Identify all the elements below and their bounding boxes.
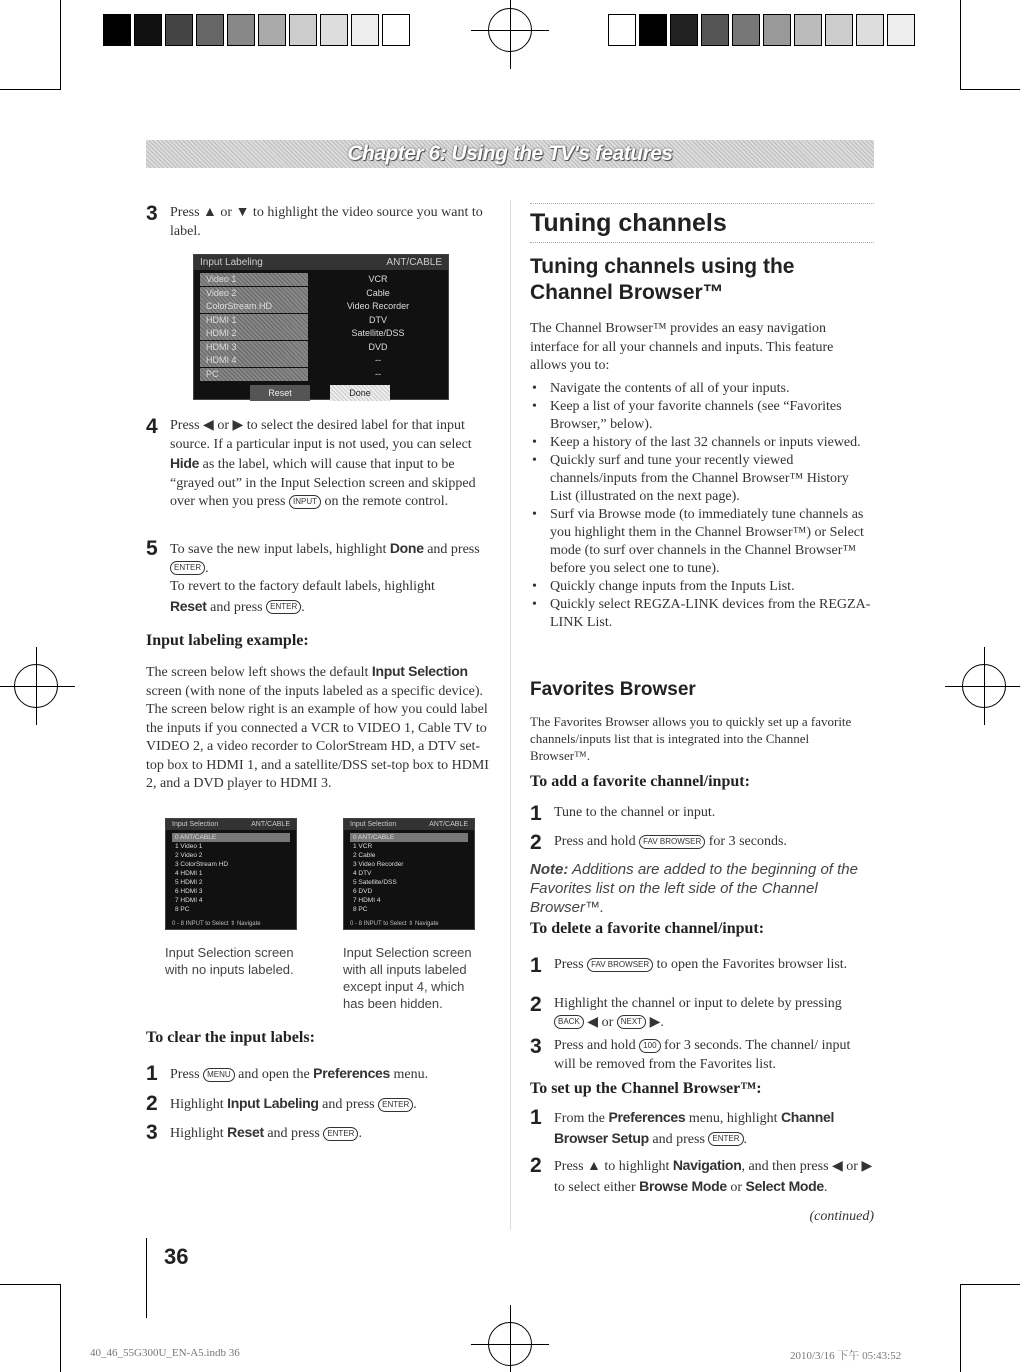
list-item: • Surf via Browse mode (to immediately tune channels as you highlight them in the Channel Browser™) or Select mode (to surf over channels in the Channel Browser™ before you select one to tune). (530, 506, 872, 578)
labeling-row-label[interactable]: DVD (368, 341, 388, 352)
fav-browser-button-icon: FAV BROWSER (639, 835, 705, 849)
input-list-item[interactable]: 7 HDMI 4 (353, 897, 381, 904)
chapter-title: Chapter 6: Using the TV's features (347, 142, 673, 165)
input-list-item[interactable]: 2 Cable (353, 852, 376, 859)
step-text: Press ◀ or ▶ to select the desired label for that input source. If a particular input is not used, you can select Hide as the label, which will cause that input to be “grayed out” in the Input Selection screen and skipped over when you press INPUT on the remote control. (170, 418, 476, 509)
crop-mark (60, 1284, 61, 1372)
input-list-item[interactable]: 3 Video Recorder (353, 861, 404, 868)
labeling-row-label[interactable]: Satellite/DSS (351, 328, 405, 338)
input-list-item[interactable]: 4 HDMI 1 (175, 870, 203, 877)
subsection-title: Tuning channels using the Channel Browser™ (530, 255, 795, 304)
intro-text: The Channel Browser™ provides an easy navigation interface for all your channels and inputs. This feature allows you to: (530, 321, 834, 373)
reset-button[interactable]: Reset (250, 385, 310, 401)
list-item: • Quickly surf and tune your recently viewed channels/inputs from the Channel Browser™ History List (illustrated on the next page). (530, 452, 872, 506)
labeling-row-input[interactable]: HDMI 4 (200, 354, 308, 367)
input-list-item[interactable]: 7 HDMI 4 (175, 897, 203, 904)
delete-heading: To delete a favorite channel/input: (530, 920, 765, 937)
registration-mark-top (488, 8, 532, 52)
enter-button-icon: ENTER (708, 1132, 743, 1146)
column-divider (510, 200, 511, 1230)
screen-title-bar: Input Selection ANT/CABLE (166, 819, 296, 830)
enter-button-icon: ENTER (323, 1127, 358, 1141)
color-bars-left (103, 14, 413, 46)
favorites-text: The Favorites Browser allows you to quickly set up a favorite channels/inputs list that is integrated into the Channel Browser™. (530, 714, 852, 763)
chapter-banner (146, 140, 874, 168)
page-number-rule (146, 1238, 147, 1318)
screen-footer: 0 - 8 INPUT to Select ⇕ Navigate (172, 921, 261, 927)
note: Note: Additions are added to the beginning of the Favorites list on the left side of the Channel Browser™. (530, 861, 858, 916)
menu-button-icon: MENU (203, 1068, 235, 1082)
crop-mark (0, 1284, 60, 1285)
step-number: 3 (146, 202, 158, 225)
list-item: • Keep a list of your favorite channels (see “Favorites Browser,” below). (530, 398, 872, 434)
input-selection-screen-default (165, 818, 297, 930)
labeling-row-label[interactable]: Video Recorder (346, 301, 410, 311)
labeling-row-label[interactable]: VCR (368, 274, 388, 284)
page-number: 36 (164, 1244, 189, 1269)
labeling-row-input[interactable]: ColorStream HD (200, 300, 308, 313)
labeling-row-input[interactable]: Video 2 (200, 287, 308, 300)
list-item: • Keep a history of the last 32 channels or inputs viewed. (530, 434, 872, 452)
labeling-row-input[interactable]: HDMI 3 (200, 341, 308, 354)
list-item: • Quickly select REGZA-LINK devices from the REGZA-LINK List. (530, 596, 872, 632)
next-button-icon: NEXT (617, 1015, 646, 1029)
crop-mark (960, 0, 961, 90)
footer-right: 2010/3/16 下午 05:43:52 (790, 1350, 902, 1362)
crop-mark (960, 1284, 1020, 1285)
fav-browser-button-icon: FAV BROWSER (587, 958, 653, 972)
input-list-item[interactable]: 0 ANT/CABLE (350, 833, 468, 842)
caption-default: Input Selection screen with no inputs labeled. (165, 945, 294, 977)
enter-button-icon: ENTER (170, 561, 205, 575)
labeling-row-input[interactable]: HDMI 1 (200, 314, 308, 327)
screen-title: Input Labeling (200, 257, 263, 268)
add-heading: To add a favorite channel/input: (530, 773, 750, 790)
favorites-title: Favorites Browser (530, 679, 696, 700)
caption-labeled: Input Selection screen with all inputs labeled except input 4, which has been hidden. (343, 945, 472, 1011)
step-text: Press ▲ or ▼ to highlight the video source you want to label. (170, 205, 483, 239)
step-number: 5 (146, 537, 158, 560)
screen-title-bar: Input Selection ANT/CABLE (344, 819, 474, 830)
step-number: 4 (146, 415, 158, 438)
input-list-item[interactable]: 5 HDMI 2 (175, 879, 203, 886)
list-item: • Quickly change inputs from the Inputs List. (530, 578, 872, 596)
step-text: To save the new input labels, highlight Done and press ENTER . To revert to the factory default labels, highlight Reset and press ENTER . (170, 540, 480, 615)
crop-mark (0, 89, 60, 90)
section-rule-bottom (530, 242, 874, 243)
input-list-item[interactable]: 6 HDMI 3 (175, 888, 203, 895)
example-heading: Input labeling example: (146, 632, 309, 649)
setup-heading: To set up the Channel Browser™: (530, 1080, 762, 1097)
crop-mark (60, 0, 61, 90)
input-list-item[interactable]: 2 Video 2 (175, 852, 203, 859)
example-text: The screen below left shows the default Input Selection screen (with none of the inputs labeled as a specific device). The screen below right is an example of how you could label the inputs if you connected a VCR to VIDEO 1, Cable TV to VIDEO 2, a video recorder to ColorStream HD, a DTV set-top box to HDMI 1, and a satellite/DSS set-top box to HDMI 2, and a DVD player to HDMI 3. (146, 663, 489, 791)
input-list-item[interactable]: 8 PC (353, 906, 368, 913)
registration-mark-right (962, 664, 1006, 708)
section-title: Tuning channels (530, 209, 727, 237)
input-list-item[interactable]: 5 Satellite/DSS (353, 879, 397, 886)
registration-mark-left (14, 664, 58, 708)
input-list-item[interactable]: 4 DTV (353, 870, 372, 877)
labeling-row-label[interactable]: -- (375, 355, 381, 365)
clear-heading: To clear the input labels: (146, 1029, 315, 1046)
input-list-item[interactable]: 8 PC (175, 906, 190, 913)
registration-mark-bottom (488, 1322, 532, 1366)
screen-title-bar (194, 255, 448, 270)
labeling-row-label[interactable]: DTV (369, 314, 387, 325)
enter-button-icon: ENTER (266, 600, 301, 614)
input-list-item[interactable]: 1 Video 1 (175, 843, 203, 850)
input-labeling-screen (193, 254, 449, 400)
done-button[interactable]: Done (330, 385, 390, 401)
input-list-item[interactable]: 6 DVD (353, 888, 373, 895)
labeling-row-label[interactable]: -- (375, 368, 381, 379)
crop-mark (960, 89, 1020, 90)
labeling-row-input[interactable]: PC (200, 368, 308, 381)
labeling-row-label[interactable]: Cable (366, 287, 390, 298)
input-list-item[interactable]: 1 VCR (353, 843, 373, 850)
feature-list (530, 380, 872, 632)
section-rule-top (530, 203, 874, 204)
input-list-item[interactable]: 0 ANT/CABLE (172, 833, 290, 842)
labeling-row-input[interactable]: HDMI 2 (200, 327, 308, 340)
footer-left: 40_46_55G300U_EN-A5.indb 36 (90, 1347, 240, 1359)
screen-source: ANT/CABLE (386, 257, 442, 268)
input-button-icon: INPUT (289, 495, 321, 509)
color-bars-right (608, 14, 918, 46)
list-item: • Navigate the contents of all of your inputs. (530, 380, 872, 398)
input-selection-screen-labeled (343, 818, 475, 930)
enter-button-icon: ENTER (378, 1098, 413, 1112)
labeling-row-input[interactable]: Video 1 (200, 273, 308, 286)
100-button-icon: 100 (639, 1039, 660, 1053)
crop-mark (960, 1284, 961, 1372)
input-list-item[interactable]: 3 ColorStream HD (175, 861, 229, 868)
back-button-icon: BACK (554, 1015, 584, 1029)
screen-footer: 0 - 8 INPUT to Select ⇕ Navigate (350, 921, 439, 927)
continued-note: (continued) (809, 1209, 874, 1224)
